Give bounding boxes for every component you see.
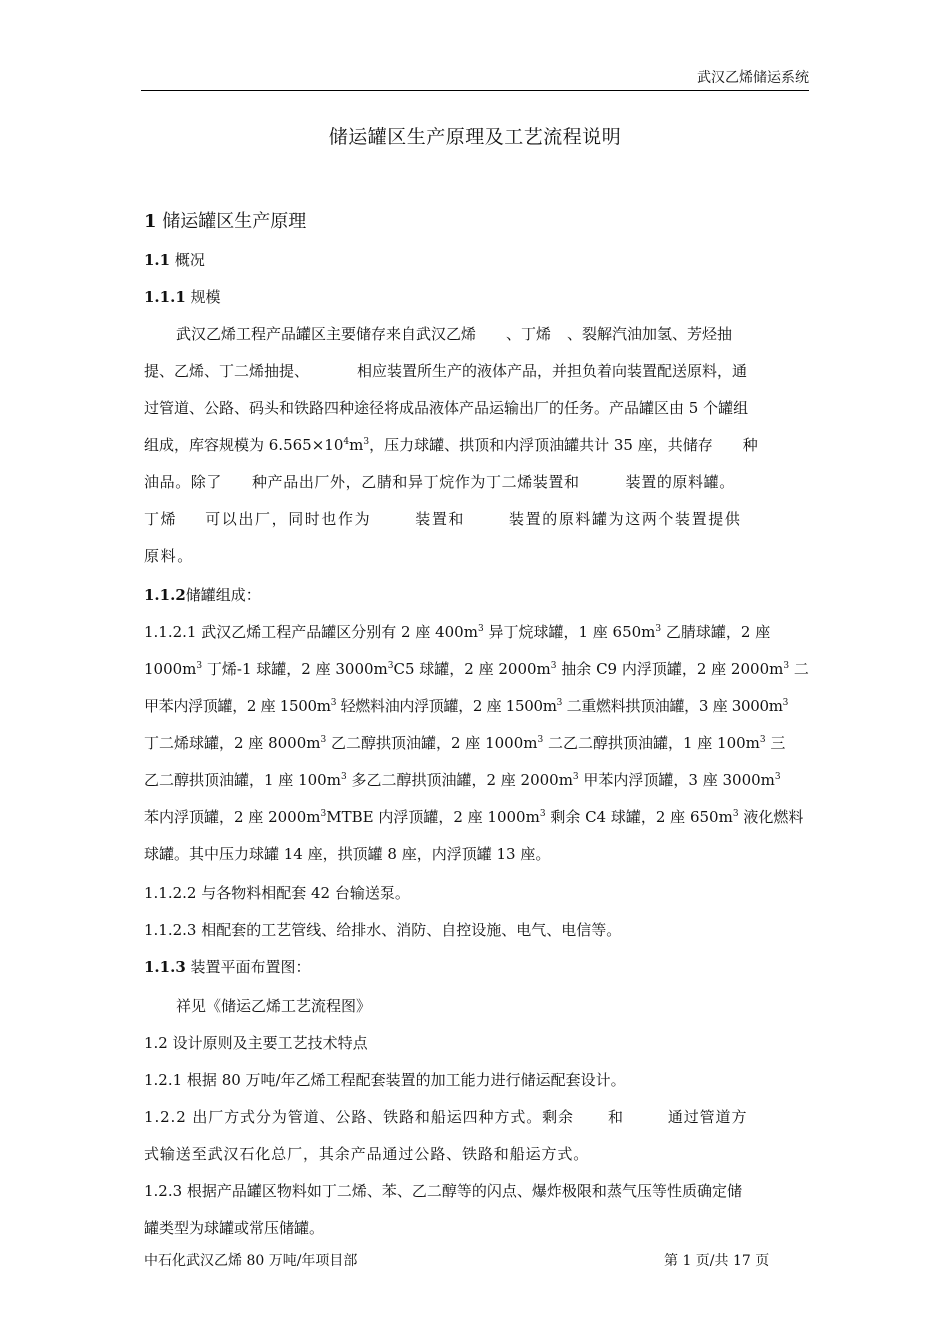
- section-title: 规模: [190, 288, 221, 306]
- footer-page-number: 第 1 页/共 17 页: [664, 1253, 770, 1269]
- page-header: [141, 66, 809, 91]
- section-1-1-2-heading: [144, 585, 261, 605]
- paragraph-line: 罐类型为球罐或常压储罐。: [144, 1219, 325, 1237]
- paragraph-line: 丁二烯球罐，2 座 $8000m^3$ 乙二醇拱顶油罐，2 座 $1000m^3$ 二乙二醇拱顶油罐，1 座 $100m^3$ 三: [144, 734, 786, 752]
- section-number: 1.1: [144, 251, 171, 269]
- section-1-2-heading: 1.2 设计原则及主要工艺技术特点: [144, 1034, 368, 1052]
- section-number: 1.1.1: [144, 288, 186, 306]
- section-1-1-3-heading: [144, 957, 311, 977]
- document-title: 储运罐区生产原理及工艺流程说明: [328, 126, 622, 148]
- paragraph-line: 苯内浮顶罐，2 座 $2000m^3MTBE$ 内浮顶罐，2 座 $1000m^3$ 剩余 C4 球罐，2 座 $650m^3$ 液化燃料: [144, 808, 804, 826]
- header-title: 武汉乙烯储运系统: [697, 70, 809, 86]
- paragraph-line: $1000m^3$ 丁烯-1 球罐，2 座 $3000m^3C5$ 球罐，2 座 $2000m^3$ 抽余 C9 内浮顶罐，2 座 $2000m^3$ 二: [144, 660, 809, 678]
- paragraph-line: 丁烯 可以出厂，同时也作为 装置和 装置的原料罐为这两个装置提供: [144, 510, 742, 528]
- paragraph-line: 1.1.2.3 相配套的工艺管线、给排水、消防、自控设施、电气、电信等。: [144, 921, 622, 939]
- paragraph-line: 油品。除了 种产品出厂外，乙腈和异丁烷作为丁二烯装置和 装置的原料罐。: [144, 473, 735, 491]
- paragraph-line: 祥见《储运乙烯工艺流程图》: [176, 997, 372, 1015]
- paragraph-line: 组成，库容规模为 $6.565\times 10^4m^3$，压力球罐、拱顶和内浮顶油罐共计 35 座，共储存 种: [144, 436, 758, 454]
- paragraph-line: 提、乙烯、丁二烯抽提、 相应装置所生产的液体产品，并担负着向装置配送原料，通: [144, 362, 748, 380]
- paragraph-line: 1.1.2.2 与各物料相配套 42 台输送泵。: [144, 884, 410, 902]
- paragraph-line: 原料。: [144, 547, 194, 565]
- section-1-1-1-heading: [144, 287, 221, 307]
- section-title: 概况: [174, 251, 205, 269]
- section-number: 1.1.2: [144, 586, 186, 604]
- paragraph-line: 过管道、公路、码头和铁路四种途径将成品液体产品运输出厂的任务。产品罐区由 5 个罐组: [144, 399, 749, 417]
- section-title: 储罐组成：: [185, 586, 261, 604]
- paragraph-line: 球罐。其中压力球罐 14 座，拱顶罐 8 座，内浮顶罐 13 座。: [144, 845, 551, 863]
- paragraph-line: 式输送至武汉石化总厂，其余产品通过公路、铁路和船运方式。: [144, 1145, 590, 1163]
- section-number: 1.1.3: [144, 958, 186, 976]
- paragraph-line: 1.1.2.1 武汉乙烯工程产品罐区分别有 2 座 $400m^3$ 异丁烷球罐，1 座 $650m^3$ 乙腈球罐，2 座: [144, 623, 771, 641]
- paragraph-line: 1.2.2 出厂方式分为管道、公路、铁路和船运四种方式。剩余 和 通过管道方: [144, 1108, 748, 1126]
- paragraph-line: 武汉乙烯工程产品罐区主要储存来自武汉乙烯 、丁烯 、裂解汽油加氢、芳烃抽: [176, 325, 733, 343]
- paragraph-line: 1.2.3 根据产品罐区物料如丁二烯、苯、乙二醇等的闪点、爆炸极限和蒸气压等性质确定储: [144, 1182, 742, 1200]
- section-title: 装置平面布置图：: [190, 958, 311, 976]
- section-title: 储运罐区生产原理: [162, 211, 307, 232]
- section-1-heading: [144, 212, 306, 232]
- section-1-1-heading: [144, 250, 205, 270]
- footer-left: 中石化武汉乙烯 80 万吨/年项目部: [144, 1253, 358, 1269]
- paragraph-line: 甲苯内浮顶罐，2 座 $1500m^3$ 轻燃料油内浮顶罐，2 座 $1500m^3$ 二重燃料拱顶油罐，3 座 $3000m^3$: [144, 697, 789, 715]
- paragraph-line: 1.2.1 根据 80 万吨/年乙烯工程配套装置的加工能力进行储运配套设计。: [144, 1071, 626, 1089]
- section-number: 1: [144, 211, 157, 232]
- paragraph-line: 乙二醇拱顶油罐，1 座 $100m^3$ 多乙二醇拱顶油罐，2 座 $2000m^3$ 甲苯内浮顶罐，3 座 $3000m^3$: [144, 771, 781, 789]
